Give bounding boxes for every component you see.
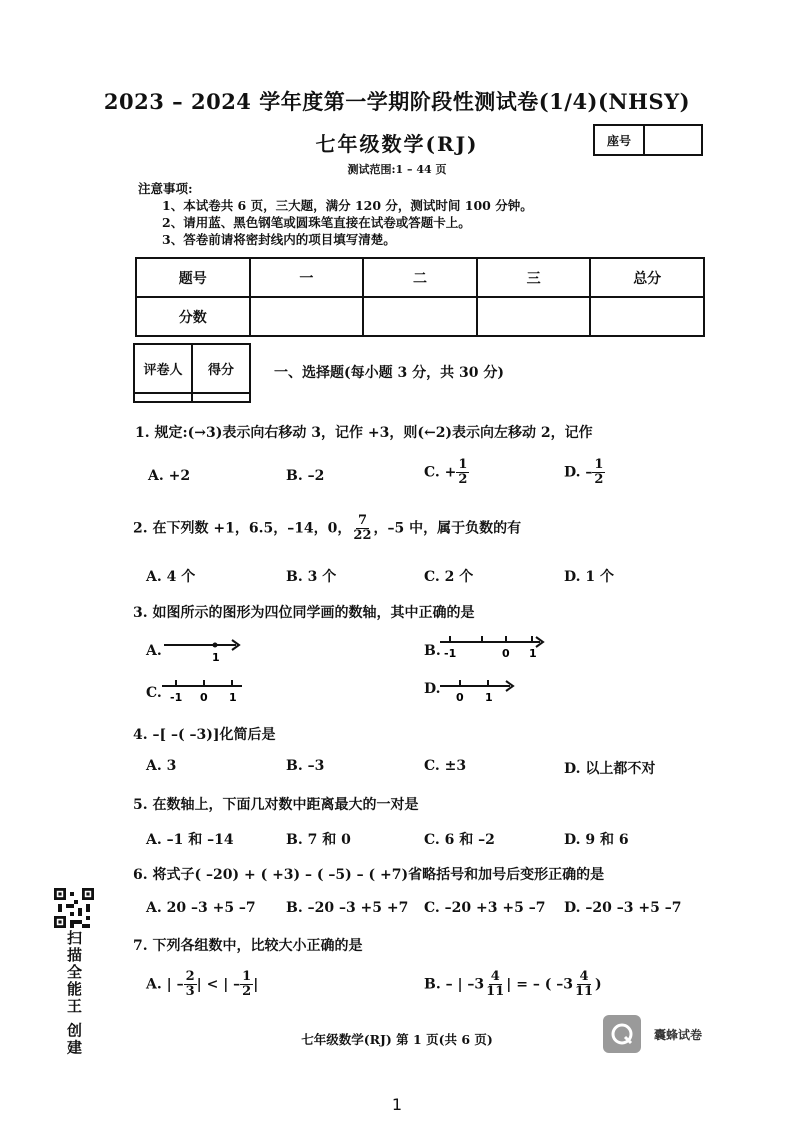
section-1-title: 一、选择题(每小题 3 分，共 30 分) [274, 365, 504, 381]
watermark-text: 囊蜂试卷 [654, 1028, 703, 1042]
score-header-cell: 三 [477, 258, 591, 297]
grader-cell[interactable] [192, 393, 250, 402]
q3-number-line-a [162, 636, 244, 664]
tick-label: 1 [229, 691, 237, 704]
fraction-numerator: 4 [490, 969, 500, 984]
question-4-stem: 4. –[ –( –3)]化简后是 [133, 727, 276, 743]
fraction-numerator: 1 [594, 457, 604, 472]
fraction [351, 514, 373, 543]
fraction-numerator: 1 [242, 969, 252, 984]
fraction-numerator: 7 [357, 513, 367, 528]
tick-label: -1 [444, 647, 457, 660]
question-3-stem: 3. 如图所示的图形为四位同学画的数轴，其中正确的是 [133, 605, 475, 621]
q7-b-part: ) [595, 976, 602, 993]
q5-option-c[interactable]: C. 6 和 –2 [424, 832, 495, 848]
question-2-stem [133, 514, 521, 543]
tick-label: 1 [529, 647, 537, 660]
question-2-stem-post: ，–5 中，属于负数的有 [373, 520, 522, 537]
q7-b-part: B. – | –3 [424, 976, 485, 993]
tick-label: 0 [200, 691, 208, 704]
q1-option-b[interactable]: B. –2 [286, 468, 325, 484]
fraction [573, 970, 595, 999]
q3-option-d[interactable]: D. [424, 681, 441, 697]
score-cell[interactable] [477, 297, 591, 336]
fraction [456, 458, 469, 487]
q3-option-c[interactable]: C. [146, 685, 162, 701]
score-row-label: 分数 [136, 297, 250, 336]
watermark-logo-icon [603, 1015, 641, 1053]
question-6-stem: 6. 将式子( –20) + ( +3) – ( –5) – ( +7)省略括号和加号后变形正确的是 [133, 867, 605, 883]
q1-option-a[interactable]: A. +2 [148, 468, 191, 484]
tick-dot [213, 643, 218, 648]
fraction-denominator: 11 [486, 984, 505, 999]
q4-option-a[interactable]: A. 3 [146, 758, 177, 774]
score-header-cell: 二 [363, 258, 477, 297]
page-number: 1 [391, 1095, 403, 1114]
q3-option-a[interactable]: A. [146, 643, 162, 659]
scanner-watermark-text: 扫描全能王 创建 [65, 930, 83, 1057]
question-1-stem: 1. 规定:(→3)表示向右移动 3，记作 +3，则(←2)表示向左移动 2，记作 [135, 425, 593, 441]
fraction-denominator: 2 [594, 472, 604, 487]
score-table-header-row [136, 258, 704, 297]
q4-option-d[interactable]: D. 以上都不对 [564, 761, 656, 777]
tick-label: 0 [502, 647, 510, 660]
grader-header-cell: 评卷人 [134, 344, 192, 393]
score-header-cell: 总分 [590, 258, 704, 297]
score-table-row [136, 297, 704, 336]
seat-number-label: 座号 [595, 126, 645, 154]
q1-option-d-prefix: D. – [564, 464, 593, 481]
score-cell[interactable] [363, 297, 477, 336]
q-logo-icon [609, 1021, 635, 1047]
q1-option-d[interactable] [564, 458, 605, 487]
tick-label: -1 [170, 691, 183, 704]
fraction-denominator: 3 [185, 984, 195, 999]
q5-option-b[interactable]: B. 7 和 0 [286, 832, 351, 848]
q7-option-b[interactable] [424, 970, 602, 999]
q4-option-b[interactable]: B. –3 [286, 758, 325, 774]
score-table [135, 257, 705, 337]
grader-header-cell: 得分 [192, 344, 250, 393]
fraction-denominator: 2 [458, 472, 468, 487]
q7-b-part: | = – ( –3 [506, 976, 573, 993]
grader-table [133, 343, 251, 403]
question-7-stem: 7. 下列各组数中，比较大小正确的是 [133, 938, 363, 954]
q7-a-part: A. | – [146, 976, 184, 993]
note-item: 3、答卷前请将密封线内的项目填写清楚。 [162, 232, 396, 247]
fraction-numerator: 2 [185, 969, 195, 984]
question-2-stem-pre: 2. 在下列数 +1，6.5，–14，0， [133, 520, 352, 537]
q5-option-d[interactable]: D. 9 和 6 [564, 832, 629, 848]
test-scope: 测试范围:1 – 44 页 [347, 163, 447, 176]
fraction-denominator: 22 [353, 528, 372, 543]
q1-option-c-prefix: C. + [424, 464, 457, 481]
q3-option-b[interactable]: B. [424, 643, 441, 659]
fraction-numerator: 1 [458, 457, 468, 472]
fraction [240, 970, 253, 999]
fraction [592, 458, 605, 487]
notes-heading: 注意事项: [138, 181, 193, 196]
q6-option-a[interactable]: A. 20 –3 +5 –7 [146, 900, 256, 916]
q3-number-line-c [160, 676, 250, 706]
tick-label: 1 [485, 691, 493, 704]
q7-a-part: | [253, 976, 259, 993]
fraction-denominator: 11 [574, 984, 594, 999]
q2-option-a[interactable]: A. 4 个 [146, 569, 196, 585]
fraction [484, 970, 506, 999]
q5-option-a[interactable]: A. –1 和 –14 [146, 832, 234, 848]
q3-number-line-b [436, 632, 548, 662]
score-cell[interactable] [590, 297, 704, 336]
score-header-cell: 一 [250, 258, 364, 297]
page-footer: 七年级数学(RJ) 第 1 页(共 6 页) [301, 1032, 493, 1047]
q6-option-d[interactable]: D. –20 –3 +5 –7 [564, 900, 682, 916]
exam-title: 2023 – 2024 学年度第一学期阶段性测试卷(1/4)(NHSY) [103, 89, 691, 114]
note-item: 1、本试卷共 6 页，三大题，满分 120 分，测试时间 100 分钟。 [162, 198, 533, 213]
tick-label: 0 [456, 691, 464, 704]
notes [138, 180, 533, 248]
fraction-numerator: 4 [579, 969, 589, 984]
note-item: 2、请用蓝、黑色钢笔或圆珠笔直接在试卷或答题卡上。 [162, 215, 471, 230]
question-5-stem: 5. 在数轴上，下面几对数中距离最大的一对是 [133, 797, 419, 813]
q4-option-c[interactable]: C. ±3 [424, 758, 467, 774]
q3-number-line-d [438, 676, 518, 706]
q2-option-c[interactable]: C. 2 个 [424, 569, 474, 585]
seat-number-field[interactable] [645, 126, 701, 154]
q6-option-b[interactable]: B. –20 –3 +5 +7 [286, 900, 409, 916]
q2-option-b[interactable]: B. 3 个 [286, 569, 337, 585]
q6-option-c[interactable]: C. –20 +3 +5 –7 [424, 900, 546, 916]
grader-cell[interactable] [134, 393, 192, 402]
q1-option-c[interactable] [424, 458, 469, 487]
qr-code-icon [54, 888, 94, 928]
score-cell[interactable] [250, 297, 364, 336]
fraction-denominator: 2 [242, 984, 252, 999]
q2-option-d[interactable]: D. 1 个 [564, 569, 615, 585]
fraction [184, 970, 197, 999]
seat-number-box [593, 124, 703, 156]
q7-a-part: | < | – [196, 976, 241, 993]
tick-label: 1 [212, 651, 220, 664]
exam-subtitle: 七年级数学(RJ) [315, 132, 479, 156]
q7-option-a[interactable] [146, 970, 258, 999]
score-header-cell: 题号 [136, 258, 250, 297]
